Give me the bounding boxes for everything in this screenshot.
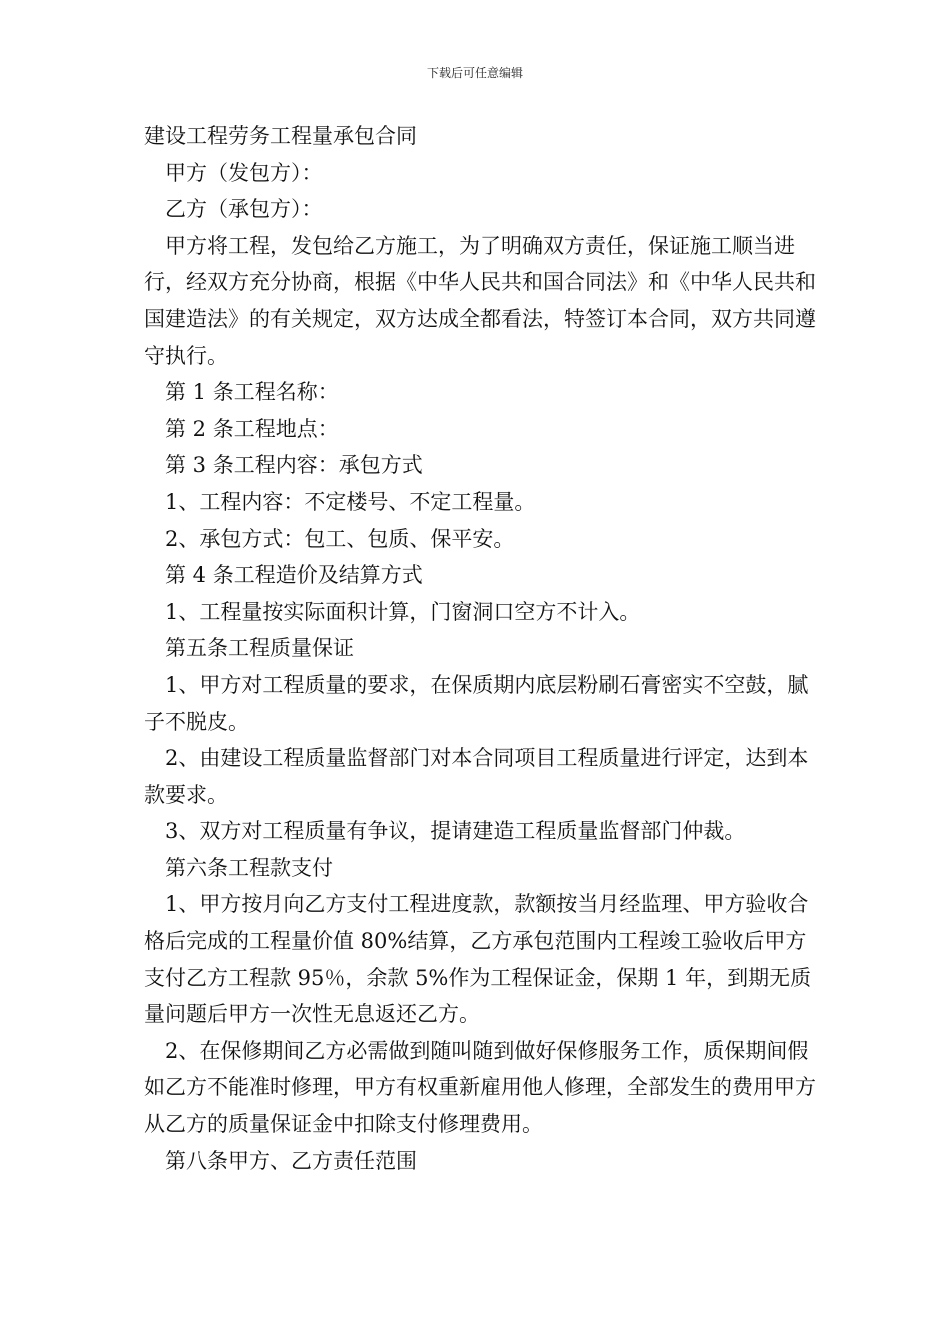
document-body <box>144 118 820 1179</box>
article-3-item-1: 1、工程内容：不定楼号、不定工程量。 <box>165 489 536 514</box>
article-3-heading: 第 3 条工程内容：承包方式 <box>165 453 423 478</box>
article-5-item-2: 2、由建设工程质量监督部门对本合同项目工程质量进行评定，达到本款要求。 <box>144 746 809 807</box>
preamble-paragraph: 甲方将工程，发包给乙方施工，为了明确双方责任，保证施工顺当进行，经双方充分协商，根据《中华人民共和国合同法》和《中华人民共和国建造法》的有关规定，双方达成全都看法，特签订本合同，双方共同遵守执行。 <box>144 233 816 368</box>
party-b-line: 乙方（承包方）： <box>165 197 323 222</box>
article-6-heading: 第六条工程款支付 <box>165 855 333 880</box>
party-a-line: 甲方（发包方）： <box>165 160 323 185</box>
document-title: 建设工程劳务工程量承包合同 <box>144 124 417 148</box>
article-4-item-1: 1、工程量按实际面积计算，门窗洞口空方不计入。 <box>165 599 641 624</box>
article-5-item-1: 1、甲方对工程质量的要求，在保质期内底层粉刷石膏密实不空鼓，腻子不脱皮。 <box>144 672 809 734</box>
article-4-heading: 第 4 条工程造价及结算方式 <box>165 563 423 588</box>
article-1-heading: 第 1 条工程名称： <box>165 380 339 405</box>
article-3-item-2: 2、承包方式：包工、包质、保平安。 <box>165 526 515 551</box>
page-header: 下载后可任意编辑 <box>426 66 523 80</box>
article-5-heading: 第五条工程质量保证 <box>165 636 354 661</box>
article-8-heading: 第八条甲方、乙方责任范围 <box>165 1148 417 1173</box>
article-6-item-1: 1、甲方按月向乙方支付工程进度款，款额按当月经监理、甲方验收合格后完成的工程量价值 80%结算，乙方承包范围内工程竣工验收后甲方支付乙方工程款 95％，余款 5%作为工程保证金，保期 1 年，到期无质量问题后甲方一次性无息返还乙方。 <box>144 892 812 1027</box>
article-5-item-3: 3、双方对工程质量有争议，提请建造工程质量监督部门仲裁。 <box>165 819 746 844</box>
article-6-item-2: 2、在保修期间乙方必需做到随叫随到做好保修服务工作，质保期间假如乙方不能准时修理，甲方有权重新雇用他人修理，全部发生的费用甲方从乙方的质量保证金中扣除支付修理费用。 <box>144 1038 816 1137</box>
article-2-heading: 第 2 条工程地点： <box>165 416 339 441</box>
